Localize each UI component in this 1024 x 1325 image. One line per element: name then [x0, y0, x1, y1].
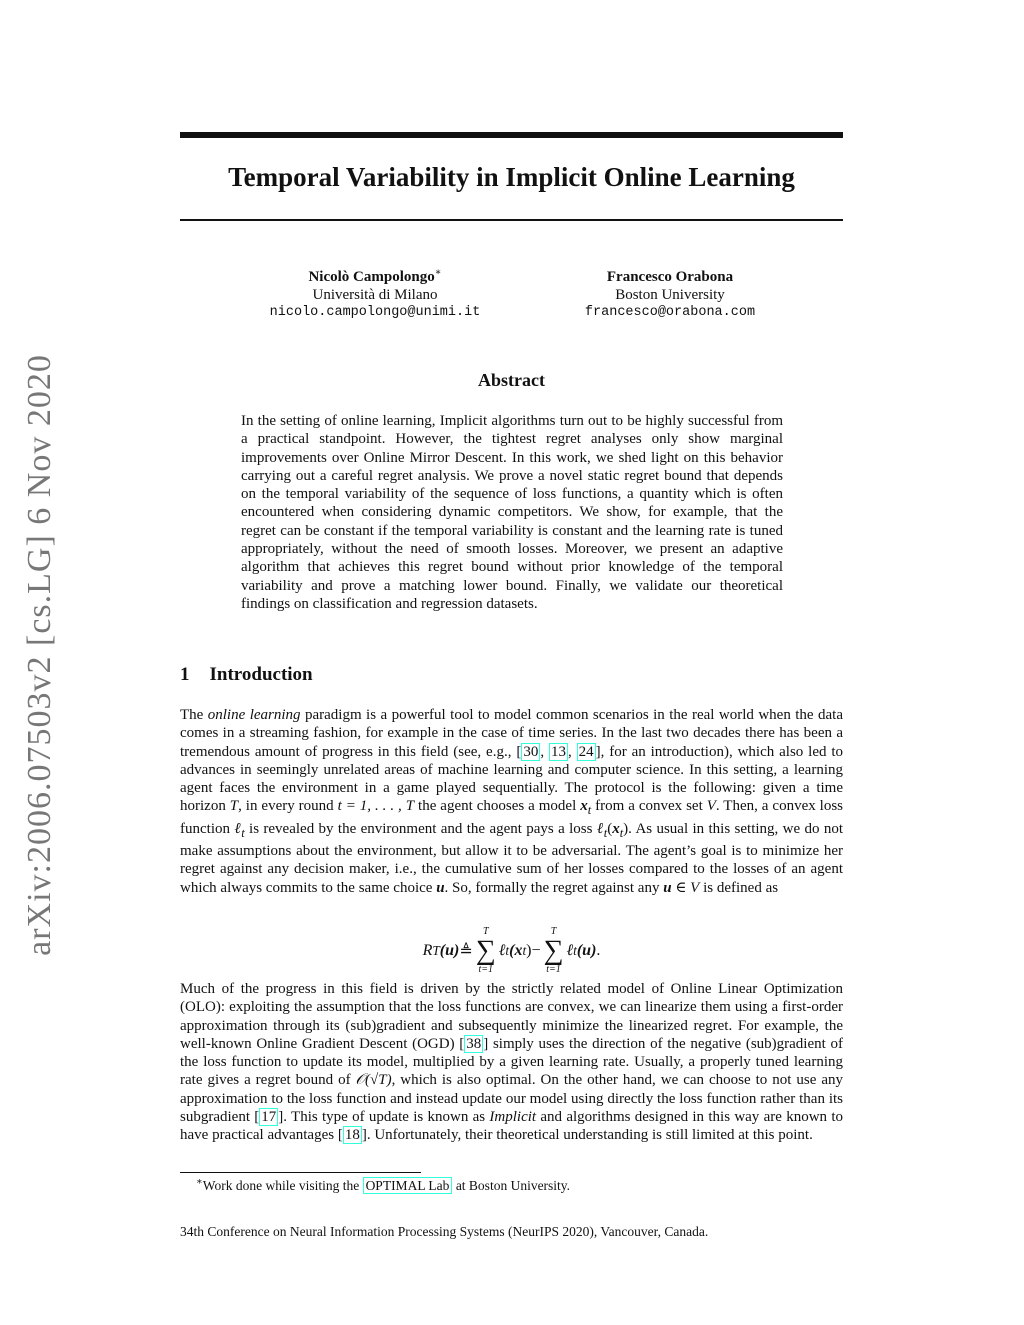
footnote-mark: ∗	[434, 267, 442, 278]
math-symbol: ≜	[459, 943, 473, 960]
intro-paragraph-2	[180, 980, 843, 1145]
math-inline: ∈ V	[671, 879, 700, 896]
text-run: paradigm is a powerful tool to model common scenarios in the real world when the data comes in a streaming fashion, for example in the case of time series. In the last two decades there has been a tremendous amount of progress in this field (see, e.g., [	[180, 707, 843, 760]
text-run: Work done while visiting the	[202, 1178, 363, 1193]
text-run: at Boston University.	[452, 1178, 571, 1193]
section-heading	[180, 664, 313, 686]
sum-sigma: ∑	[543, 935, 564, 966]
text-run: from a convex set	[591, 798, 707, 815]
footnote-rule	[180, 1172, 421, 1173]
abstract-heading: Abstract	[478, 370, 545, 390]
sum-upper-limit: T	[482, 926, 489, 937]
text-run: , in every round	[238, 798, 338, 815]
math-symbol: ℓ	[498, 942, 506, 959]
math-subscript: t	[241, 825, 245, 840]
emphasis: online learning	[207, 707, 301, 723]
text-run: . As usual in this setting, we do not make assumptions about the environment, but allow it to be adversarial. The agent’s goal is to minimize her regret against any decision maker, i.e., the cumulative sum of her losses compared to the losses of an agent which always commits to the same choice	[180, 820, 844, 896]
section-title: Introduction	[209, 664, 313, 685]
author-affiliation: Università di Milano	[312, 287, 438, 303]
optimal-lab-link[interactable]: OPTIMAL Lab	[363, 1177, 453, 1194]
math-inline: (	[607, 820, 613, 837]
citation-link[interactable]: 24	[578, 743, 594, 760]
citation-link[interactable]: 30	[523, 743, 539, 760]
math-inline: )	[623, 820, 629, 837]
text-run: . Then, a convex loss function	[180, 798, 844, 837]
venue-footer: 34th Conference on Neural Information Processing Systems (NeurIPS 2020), Vancouver, Canada.	[180, 1224, 709, 1239]
math-subscript: t	[505, 943, 510, 958]
arxiv-identifier-text: arXiv:2006.07503v2 [cs.LG] 6 Nov 2020	[21, 354, 59, 956]
text-run: ], for an introduction), which also led to advances in seemingly unrelated areas of machine learning and computer science. In this setting, a learning agent faces the environment in a game played sequentially. The protocol is the following: given a time horizon	[180, 743, 844, 815]
summation	[476, 927, 496, 975]
footnote	[196, 1177, 570, 1194]
text-run: . So, formally the regret against any	[444, 879, 664, 896]
text-run: Much of the progress in this field is driven by the strictly related model of Online Linear Optimization (OLO): exploiting the assumption that the loss functions are convex, we can linearize them using a first-order approximation through its (sub)gradient and subsequently minimize the linearized regret. For example, the well-known Online Gradient Descent (OGD) [	[180, 981, 843, 1052]
math-inline: 𝒪(√T)	[355, 1072, 392, 1089]
math-subscript: t	[619, 825, 624, 840]
author-name: Nicolò Campolongo	[308, 269, 435, 285]
author-block-2	[560, 268, 780, 322]
math-symbol: −	[531, 942, 541, 959]
text-run: The	[180, 707, 208, 723]
math-inline: ℓ	[596, 820, 604, 837]
math-inline: x	[612, 820, 620, 837]
math-symbol: ℓ	[566, 942, 574, 959]
math-subscript: t	[603, 825, 608, 840]
math-inline: u	[663, 879, 672, 896]
math-inline: t = 1, . . . , T	[337, 798, 415, 815]
citation-link[interactable]: 18	[344, 1127, 360, 1144]
text-run: , which is also optimal. On the other hand, we can choose to not use any approximation to the loss function and instead update our model using directly the loss function rather than its subgradient [	[180, 1072, 843, 1126]
math-inline: T	[229, 798, 239, 815]
sum-lower-limit: t=1	[546, 964, 561, 975]
emphasis: Implicit	[489, 1109, 537, 1126]
math-symbol: )	[526, 942, 532, 959]
author-name: Francesco Orabona	[606, 269, 734, 285]
math-subscript: T	[432, 943, 440, 958]
text-run: ,	[540, 743, 549, 760]
math-subscript: t	[522, 943, 527, 958]
math-symbol: R	[422, 942, 433, 959]
title-bottom-rule	[180, 219, 843, 221]
citation-link[interactable]: 13	[550, 743, 566, 760]
math-subscript: t	[587, 803, 592, 818]
math-inline: u	[436, 879, 445, 896]
abstract-text: In the setting of online learning, Implicit algorithms turn out to be highly successful from a practical standpoint. However, the tightest regret analyses only show marginal improvements over Online Mirror Descent. In this work, we shed light on this behavior carrying out a careful regret analysis. We prove a novel static regret bound that depends on the temporal variability of the sequence of loss functions, a quantity which is often encountered when considering dynamic competitors. We show, for example, that the regret can be constant if the temporal variability is constant and the learning rate is tuned appropriately, without the need of smooth losses. Moreover, we present an adaptive algorithm that achieves this regret bound without prior knowledge of the temporal variability and prove a matching lower bound. Finally, we validate our theoretical findings on classification and regression datasets.	[241, 413, 783, 612]
author-affiliation: Boston University	[615, 287, 725, 303]
author-email[interactable]: nicolo.campolongo@unimi.it	[269, 305, 481, 320]
text-run: ]. This type of update is known as	[278, 1109, 490, 1126]
text-run: is defined as	[699, 879, 779, 896]
paper-title: Temporal Variability in Implicit Online Learning	[228, 162, 795, 192]
math-symbol: .	[596, 942, 601, 959]
intro-paragraph-1	[180, 706, 843, 897]
text-run: and algorithms designed in this way are known to have practical advantages [	[180, 1109, 844, 1144]
sum-sigma: ∑	[475, 935, 496, 966]
author-block-1	[255, 268, 495, 322]
regret-equation	[180, 922, 843, 980]
title-top-rule	[180, 132, 843, 138]
footnote-mark: ∗	[196, 1176, 203, 1188]
author-email[interactable]: francesco@orabona.com	[584, 305, 756, 320]
math-symbol: (u)	[439, 942, 460, 959]
arxiv-identifier	[10, 350, 70, 960]
math-inline: x	[580, 798, 588, 815]
math-symbol: (u)	[576, 942, 597, 959]
summation	[544, 927, 564, 975]
math-subscript: t	[573, 943, 577, 958]
citation-link[interactable]: 17	[261, 1109, 277, 1126]
text-run: ,	[567, 743, 577, 760]
text-run: the agent chooses a model	[414, 798, 581, 815]
citation-link[interactable]: 38	[466, 1035, 482, 1052]
text-run: is revealed by the environment and the agent pays a loss	[244, 820, 597, 837]
math-symbol: (x	[509, 942, 523, 959]
text-run: ] simply uses the direction of the negative (sub)gradient of the loss function to update its model, multiplied by a given learning rate. Usually, a properly tuned learning rate gives a regret bound of	[180, 1035, 843, 1089]
sum-lower-limit: t=1	[478, 964, 494, 975]
math-inline: ℓ	[234, 820, 242, 837]
sum-upper-limit: T	[550, 926, 557, 937]
text-run: ]. Unfortunately, their theoretical understanding is still limited at this point.	[361, 1127, 813, 1144]
math-inline: V	[706, 798, 716, 815]
section-number: 1	[180, 664, 190, 685]
